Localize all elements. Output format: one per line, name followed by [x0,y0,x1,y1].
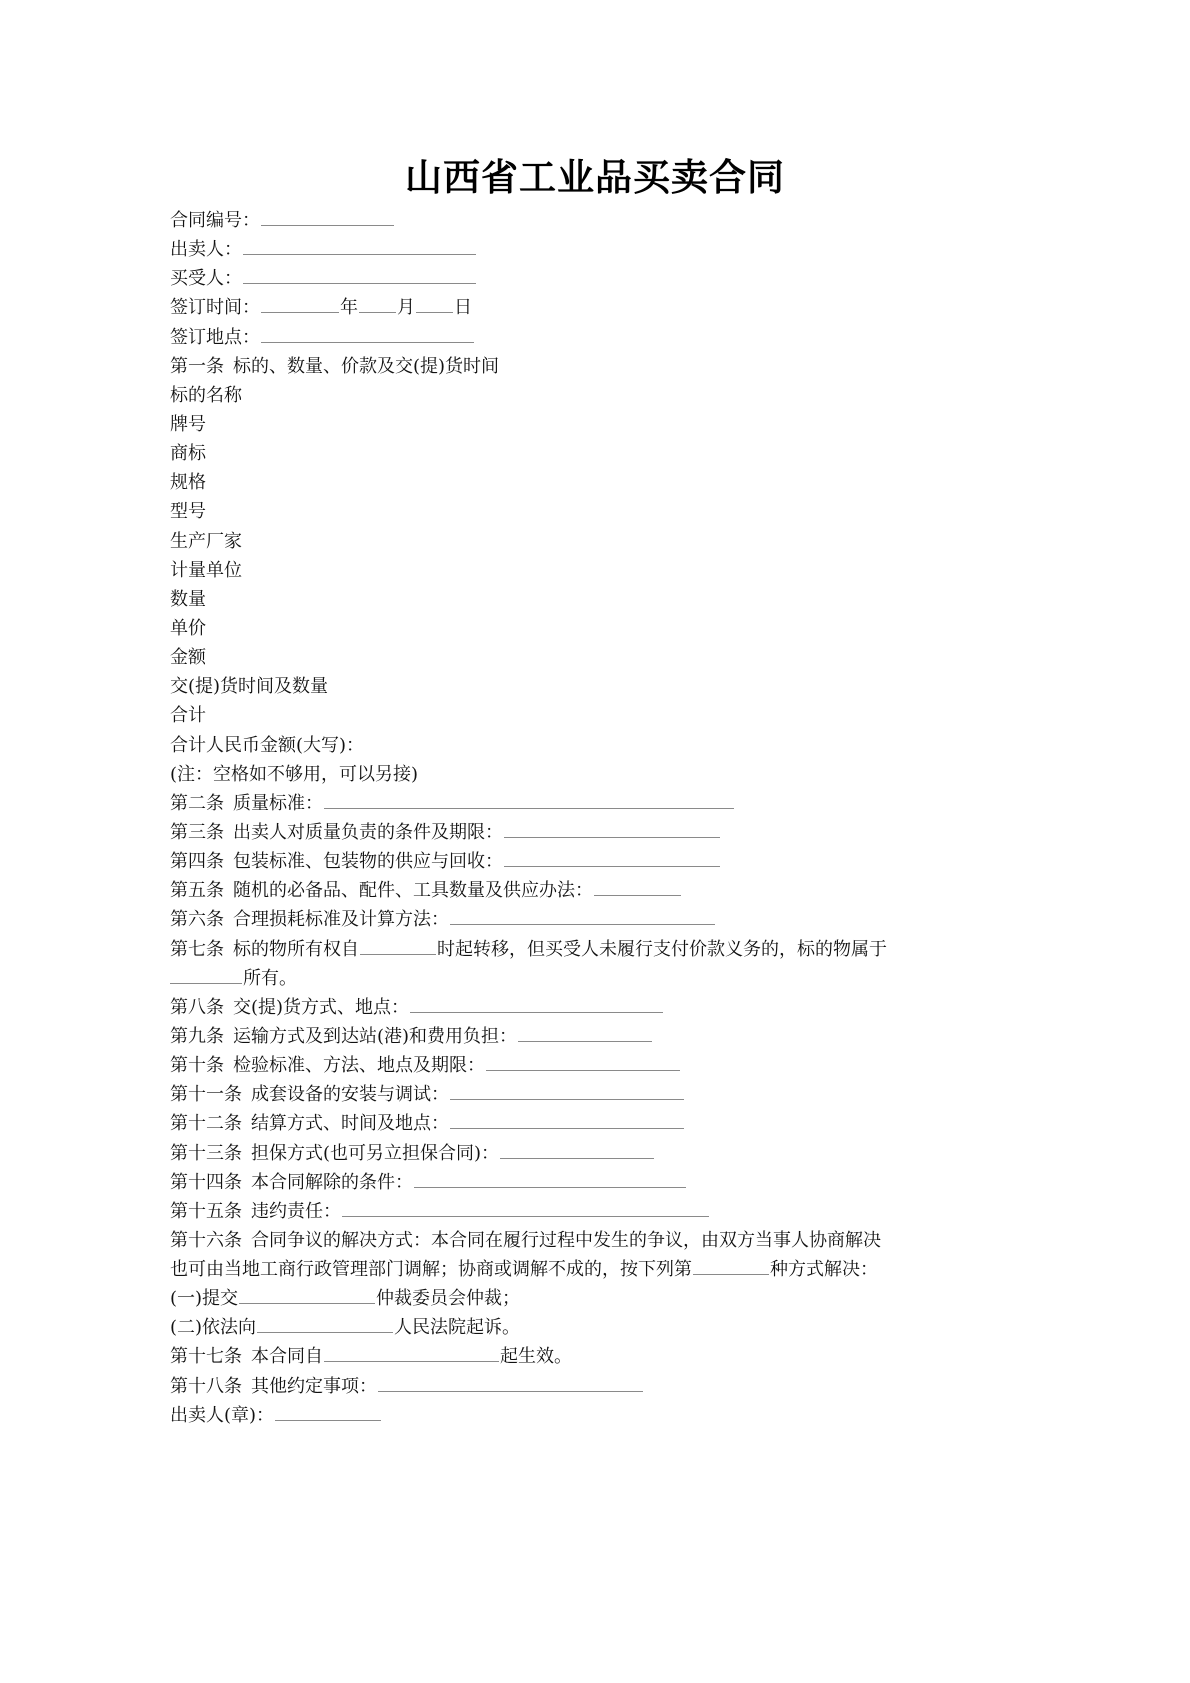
article-7-line-2 [170,964,1030,993]
article-3 [170,818,1030,847]
article-text: 检验标准、方法、地点及期限： [233,1055,485,1077]
article-text: 担保方式(也可另立担保合同)： [251,1142,500,1164]
article-1-item: 生产厂家 [170,530,242,552]
article-text: 质量标准： [233,792,323,814]
article-text: 结算方式、时间及地点： [251,1113,449,1135]
article-number: 第六条 [170,909,224,931]
article-1-item: 规格 [170,472,206,494]
article-number: 第十八条 [170,1375,242,1397]
article-1-item: 单价 [170,617,206,639]
article-number: 第十二条 [170,1113,242,1135]
sign-day-blank[interactable] [416,295,453,313]
article-14-blank[interactable] [414,1170,686,1188]
buyer-label: 买受人： [170,268,242,290]
document-title: 山西省工业品买卖合同 [405,155,785,199]
month-label: 月 [397,297,415,319]
resolution-method-blank[interactable] [693,1257,769,1275]
article-16-option-2 [170,1313,1030,1342]
document-body [170,206,1030,1430]
article-16-line-1 [170,1226,1030,1255]
seller-line [170,235,1030,264]
article-text: 本合同自 [251,1346,323,1368]
article-number: 第十七条 [170,1346,242,1368]
day-label: 日 [454,297,472,319]
article-number: 第十五条 [170,1200,242,1222]
article-number: 第三条 [170,821,224,843]
contract-number-label: 合同编号： [170,210,260,231]
article-1-item: 交(提)货时间及数量 [170,676,329,698]
article-4-blank[interactable] [504,849,720,867]
sign-place-blank[interactable] [261,325,474,343]
ownership-party-blank[interactable] [170,966,242,984]
article-text: 也可由当地工商行政管理部门调解；协商或调解不成的，按下列第 [170,1259,692,1281]
arbitration-committee-blank[interactable] [239,1286,375,1304]
article-text: 运输方式及到达站(港)和费用负担： [233,1025,518,1047]
article-text: 交(提)货方式、地点： [233,996,410,1018]
article-text: 违约责任： [251,1200,341,1222]
article-1-item: 标的名称 [170,384,242,406]
buyer-blank[interactable] [243,266,476,284]
article-text: 起生效。 [500,1346,572,1368]
buyer-line [170,264,1030,293]
article-6-blank[interactable] [450,907,715,925]
article-text: 标的、数量、价款及交(提)货时间 [233,355,500,377]
article-11-blank[interactable] [450,1082,684,1100]
article-1-item: 型号 [170,501,206,523]
contract-number-blank[interactable] [261,208,394,226]
sign-month-blank[interactable] [359,295,396,313]
seller-label: 出卖人： [170,239,242,261]
seller-seal-blank[interactable] [275,1403,381,1421]
option-text: 人民法院起诉。 [394,1317,521,1339]
article-13 [170,1139,1030,1168]
article-text: 包装标准、包装物的供应与回收： [233,851,503,873]
article-1-item: 商标 [170,443,206,465]
sign-date-line [170,293,1030,322]
article-11 [170,1080,1030,1109]
article-number: 第八条 [170,996,224,1018]
seller-seal-line [170,1401,1030,1430]
sign-year-blank[interactable] [261,295,339,313]
article-2 [170,789,1030,818]
article-1-item: 合计人民币金额(大写)： [170,734,365,756]
article-text: 成套设备的安装与调试： [251,1084,449,1106]
article-number: 第一条 [170,355,224,377]
article-9-blank[interactable] [518,1024,652,1042]
article-5-blank[interactable] [594,878,681,896]
option-text: (二)依法向 [170,1317,257,1339]
contract-number-line [170,206,1030,235]
article-5 [170,876,1030,905]
article-number: 第五条 [170,880,224,902]
article-16-option-1 [170,1284,1030,1313]
article-number: 第十六条 [170,1229,242,1251]
sign-place-line [170,323,1030,352]
article-9 [170,1022,1030,1051]
article-17 [170,1342,1030,1371]
article-text: 合理损耗标准及计算方法： [233,909,449,931]
article-10-blank[interactable] [486,1053,680,1071]
article-1-item: 数量 [170,588,206,610]
article-7-line-1 [170,935,1030,964]
article-text: 出卖人对质量负责的条件及期限： [233,821,503,843]
article-15-blank[interactable] [342,1199,709,1217]
option-text: 仲裁委员会仲裁； [376,1288,521,1310]
article-number: 第二条 [170,792,224,814]
article-8-blank[interactable] [410,995,663,1013]
article-13-blank[interactable] [500,1141,654,1159]
article-number: 第九条 [170,1025,224,1047]
article-16-line-2 [170,1255,1030,1284]
article-text: 合同争议的解决方式：本合同在履行过程中发生的争议，由双方当事人协商解决 [251,1229,881,1251]
article-1-item: 计量单位 [170,559,242,581]
article-1-item: 合计 [170,705,206,727]
article-12 [170,1109,1030,1138]
article-text: 随机的必备品、配件、工具数量及供应办法： [233,880,593,902]
article-18 [170,1372,1030,1401]
article-2-blank[interactable] [324,791,734,809]
year-label: 年 [340,297,358,319]
article-18-blank[interactable] [378,1374,643,1392]
article-6 [170,905,1030,934]
article-text: 种方式解决： [770,1259,878,1281]
option-text: (一)提交 [170,1288,239,1310]
seller-seal-label: 出卖人(章)： [170,1404,275,1426]
article-14 [170,1168,1030,1197]
article-number: 第十条 [170,1055,224,1077]
article-4 [170,847,1030,876]
article-1-note: (注：空格如不够用，可以另接) [170,763,419,785]
article-text: 时起转移，但买受人未履行支付价款义务的，标的物属于 [437,938,887,960]
article-text: 本合同解除的条件： [251,1171,413,1193]
article-number: 第十三条 [170,1142,242,1164]
article-8 [170,993,1030,1022]
ownership-time-blank[interactable] [360,937,436,955]
article-12-blank[interactable] [450,1111,684,1129]
article-text: 其他约定事项： [251,1375,377,1397]
article-text: 所有。 [243,967,297,989]
court-blank[interactable] [257,1315,393,1333]
article-number: 第十一条 [170,1084,242,1106]
article-1-heading [170,352,1030,381]
article-number: 第四条 [170,851,224,873]
article-1-item: 金额 [170,647,206,669]
effective-date-blank[interactable] [324,1344,499,1362]
article-text: 标的物所有权自 [233,938,359,960]
sign-place-label: 签订地点： [170,326,260,348]
seller-blank[interactable] [243,237,476,255]
article-15 [170,1197,1030,1226]
article-number: 第十四条 [170,1171,242,1193]
article-10 [170,1051,1030,1080]
article-number: 第七条 [170,938,224,960]
sign-date-label: 签订时间： [170,297,260,319]
article-3-blank[interactable] [504,820,720,838]
article-1-item: 牌号 [170,413,206,435]
